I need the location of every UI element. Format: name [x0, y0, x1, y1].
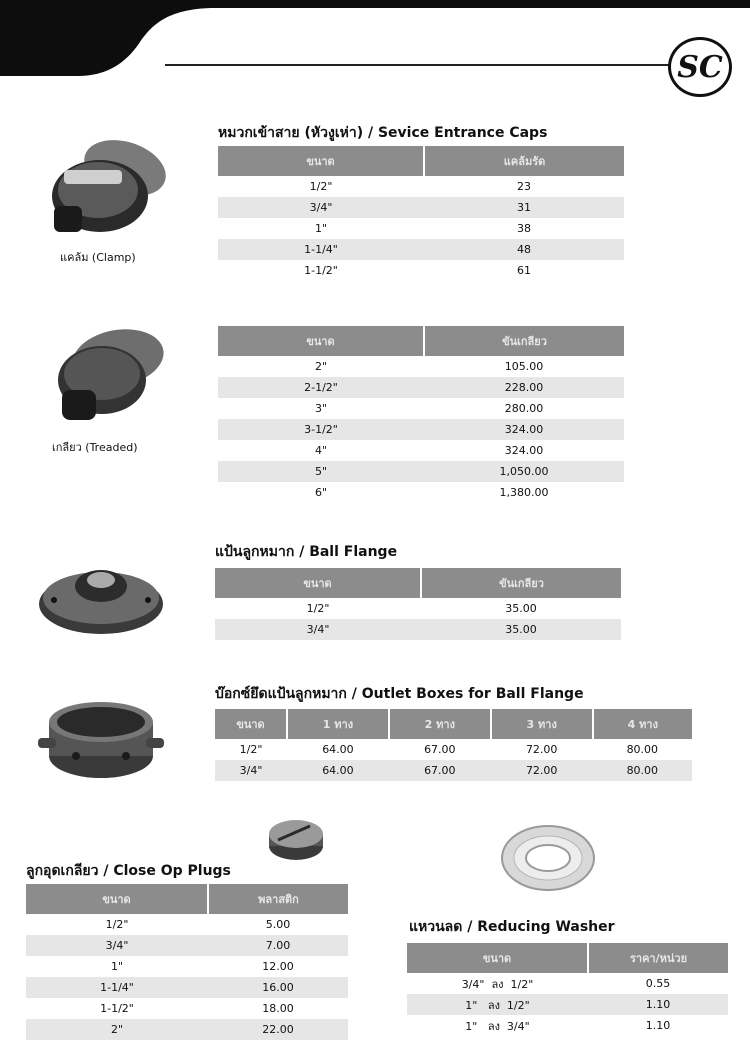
- cell-price: 5.00: [265, 918, 291, 931]
- cell-price: 67.00: [424, 743, 456, 756]
- cell-price: 22.00: [208, 1019, 348, 1040]
- cell-price: 1.10: [588, 994, 728, 1015]
- cell-price: 1.10: [645, 1019, 671, 1032]
- col-header-4-way: 4 ทาง: [593, 709, 692, 739]
- table-row: [218, 482, 624, 503]
- table-row: [218, 197, 624, 218]
- table-row: [218, 419, 624, 440]
- ball-flange-price-table: [215, 568, 621, 640]
- col-header-size: ขนาด: [215, 709, 287, 739]
- cell-price: 35.00: [421, 619, 621, 640]
- table-row: [218, 398, 624, 419]
- table-row: [218, 377, 624, 398]
- cell-price: 72.00: [491, 760, 593, 781]
- table-row: [215, 598, 621, 619]
- cell-price: 0.55: [645, 977, 671, 990]
- cell-size: 3": [314, 402, 328, 415]
- cell-price: 1,380.00: [499, 486, 549, 499]
- cell-price: 12.00: [262, 960, 294, 973]
- table-row: [26, 956, 348, 977]
- outlet-box-image-icon: [36, 690, 166, 785]
- plugs-title: ลูกอุดเกลียว / Close Op Plugs: [26, 863, 231, 879]
- col-header-size: ขนาด: [218, 326, 424, 356]
- table-row: [218, 440, 624, 461]
- threaded-caption: เกลียว (Treaded): [52, 441, 138, 454]
- cell-size: 1-1/4": [26, 977, 208, 998]
- cell-price: 35.00: [505, 602, 537, 615]
- threaded-cap-image-icon: [40, 318, 170, 428]
- cell-price: 80.00: [593, 760, 692, 781]
- col-header-clamp: แคล้มรัด: [424, 146, 624, 176]
- cell-size: 1-1/4": [218, 239, 424, 260]
- cell-size: 2-1/2": [218, 377, 424, 398]
- cell-size: 1/2": [239, 743, 263, 756]
- table-row: [26, 1019, 348, 1040]
- cell-size: 1": [314, 222, 328, 235]
- table-row: [407, 994, 728, 1015]
- table-row: [26, 935, 348, 956]
- cell-price: 16.00: [208, 977, 348, 998]
- table-row: [407, 1015, 728, 1036]
- table-row: [218, 356, 624, 377]
- table-row: [26, 977, 348, 998]
- table-row: [215, 760, 692, 781]
- table-row: [26, 914, 348, 935]
- cell-price: 228.00: [424, 377, 624, 398]
- cell-size: 1" ลง 1/2": [407, 994, 588, 1015]
- brand-logo: SC: [668, 37, 732, 97]
- cell-price: 67.00: [389, 760, 491, 781]
- outlet-boxes-price-table: [215, 709, 692, 781]
- cell-price: 324.00: [504, 444, 544, 457]
- cell-size: 2": [26, 1019, 208, 1040]
- cell-price: 61: [517, 264, 531, 277]
- cell-price: 18.00: [262, 1002, 294, 1015]
- cell-price: 1,050.00: [424, 461, 624, 482]
- plugs-price-table: [26, 884, 348, 1040]
- washer-image-icon: [498, 822, 598, 892]
- threaded-price-table: [218, 326, 624, 503]
- cell-size: 6": [314, 486, 328, 499]
- col-header-threaded: ขันเกลียว: [421, 568, 621, 598]
- outlet-boxes-title: บ๊อกซ์ยึดแป้นลูกหมาก / Outlet Boxes for Ball Flange: [215, 686, 584, 702]
- cell-size: 3/4": [215, 760, 287, 781]
- washer-price-table: [407, 943, 728, 1036]
- cell-price: 38: [517, 222, 531, 235]
- caps-title: หมวกเข้าสาย (หัวงูเห่า) / Sevice Entrance Caps: [218, 125, 548, 141]
- col-header-size: ขนาด: [215, 568, 421, 598]
- col-header-threaded: ขันเกลียว: [424, 326, 624, 356]
- cell-price: 80.00: [626, 743, 659, 756]
- cell-size: 3/4": [215, 619, 421, 640]
- cell-price: 7.00: [208, 935, 348, 956]
- cell-price: 64.00: [322, 743, 354, 756]
- clamp-caption: แคล้ม (Clamp): [60, 251, 136, 264]
- table-row: [215, 739, 692, 760]
- cell-size: 3/4": [218, 197, 424, 218]
- cell-size: 1": [110, 960, 124, 973]
- col-header-size: ขนาด: [26, 884, 208, 914]
- cell-size: 4": [314, 444, 328, 457]
- clamp-price-table: [218, 146, 624, 281]
- cell-size: 1/2": [105, 918, 129, 931]
- header-rule: [165, 64, 675, 66]
- col-header-unit-price: ราคา/หน่วย: [588, 943, 728, 973]
- ball-flange-title: แป้นลูกหมาก / Ball Flange: [215, 544, 398, 560]
- cell-size: 3/4" ลง 1/2": [461, 977, 534, 991]
- table-row: [218, 176, 624, 197]
- col-header-3-way: 3 ทาง: [491, 709, 593, 739]
- cell-price: 48: [424, 239, 624, 260]
- cell-size: 1-1/2": [100, 1002, 134, 1015]
- cell-price: 23: [517, 180, 531, 193]
- plug-image-icon: [266, 814, 326, 864]
- table-row: [218, 461, 624, 482]
- clamp-cap-image-icon: [40, 128, 170, 243]
- table-row: [407, 973, 728, 994]
- cell-size: 1/2": [309, 180, 333, 193]
- cell-size: 3/4": [26, 935, 208, 956]
- cell-price: 72.00: [525, 743, 558, 756]
- cell-price: 105.00: [504, 360, 544, 373]
- cell-size: 3-1/2": [218, 419, 424, 440]
- cell-size: 1/2": [306, 602, 330, 615]
- washer-title: แหวนลด / Reducing Washer: [409, 919, 615, 935]
- col-header-2-way: 2 ทาง: [389, 709, 491, 739]
- table-row: [215, 619, 621, 640]
- cell-price: 31: [424, 197, 624, 218]
- cell-size: 1" ลง 3/4": [465, 1019, 530, 1033]
- col-header-plastic: พลาสติก: [208, 884, 348, 914]
- cell-size: 1-1/2": [304, 264, 338, 277]
- col-header-size: ขนาด: [407, 943, 588, 973]
- table-row: [218, 260, 624, 281]
- cell-price: 280.00: [504, 402, 544, 415]
- table-row: [218, 218, 624, 239]
- cell-size: 2": [314, 360, 328, 373]
- table-row: [26, 998, 348, 1019]
- col-header-size: ขนาด: [218, 146, 424, 176]
- cell-price: 64.00: [287, 760, 389, 781]
- col-header-1-way: 1 ทาง: [287, 709, 389, 739]
- table-row: [218, 239, 624, 260]
- cell-size: 5": [218, 461, 424, 482]
- ball-flange-image-icon: [36, 552, 166, 642]
- cell-price: 324.00: [424, 419, 624, 440]
